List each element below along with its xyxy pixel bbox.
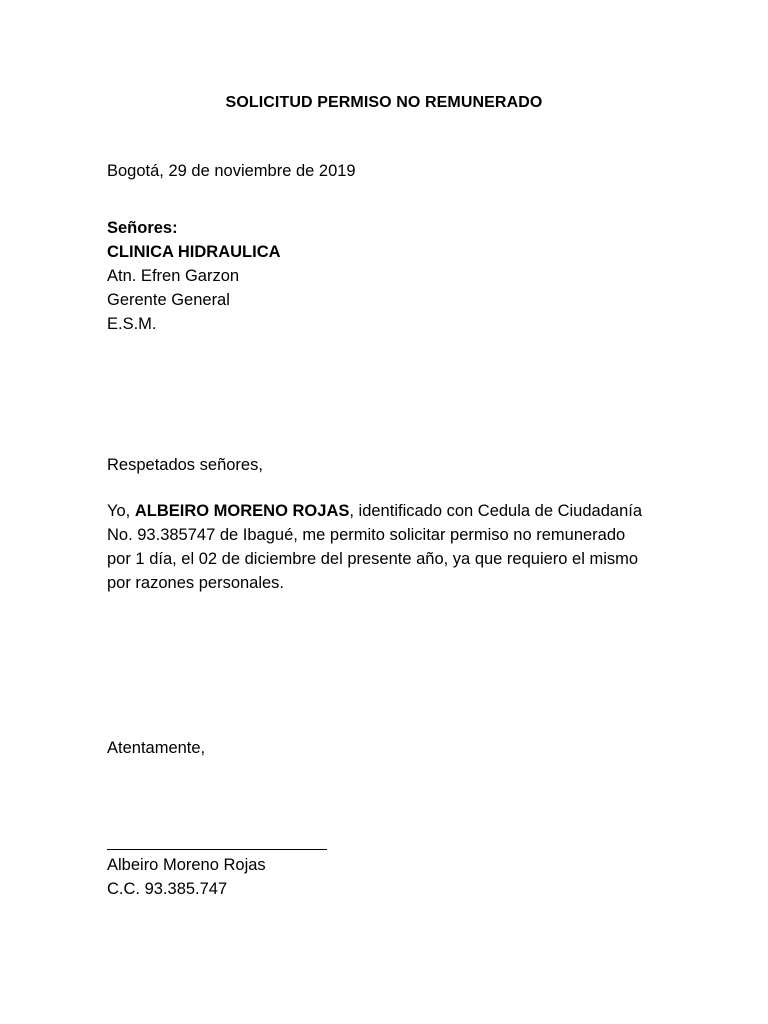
body-line-1-rest: , identificado con Cedula de Ciudadanía	[349, 502, 643, 520]
signature-name: Albeiro Moreno Rojas	[107, 856, 266, 874]
addressee-block	[107, 216, 281, 336]
body-line-2: No. 93.385747 de Ibagué, me permito solicitar permiso no remunerado	[107, 526, 626, 544]
requester-name: ALBEIRO MORENO ROJAS	[134, 502, 350, 520]
body-line-4: por razones personales.	[107, 574, 285, 592]
body-line-1-prefix: Yo,	[107, 502, 135, 520]
addressee-attention: Atn. Efren Garzon	[107, 267, 240, 285]
signature-block	[107, 853, 266, 901]
closing: Atentamente,	[107, 739, 206, 757]
date-line: Bogotá, 29 de noviembre de 2019	[107, 162, 356, 180]
signature-id: C.C. 93.385.747	[107, 880, 228, 898]
addressee-esm: E.S.M.	[107, 315, 157, 333]
addressee-position: Gerente General	[107, 291, 230, 309]
document-title: SOLICITUD PERMISO NO REMUNERADO	[225, 94, 543, 111]
body-line-1	[107, 499, 667, 523]
body-paragraph	[107, 499, 667, 595]
signature-line	[107, 849, 327, 850]
body-line-3: por 1 día, el 02 de diciembre del presente año, ya que requiero el mismo	[107, 550, 639, 568]
greeting: Respetados señores,	[107, 456, 263, 474]
addressee-salutation: Señores:	[107, 219, 178, 237]
addressee-company: CLINICA HIDRAULICA	[107, 243, 281, 261]
